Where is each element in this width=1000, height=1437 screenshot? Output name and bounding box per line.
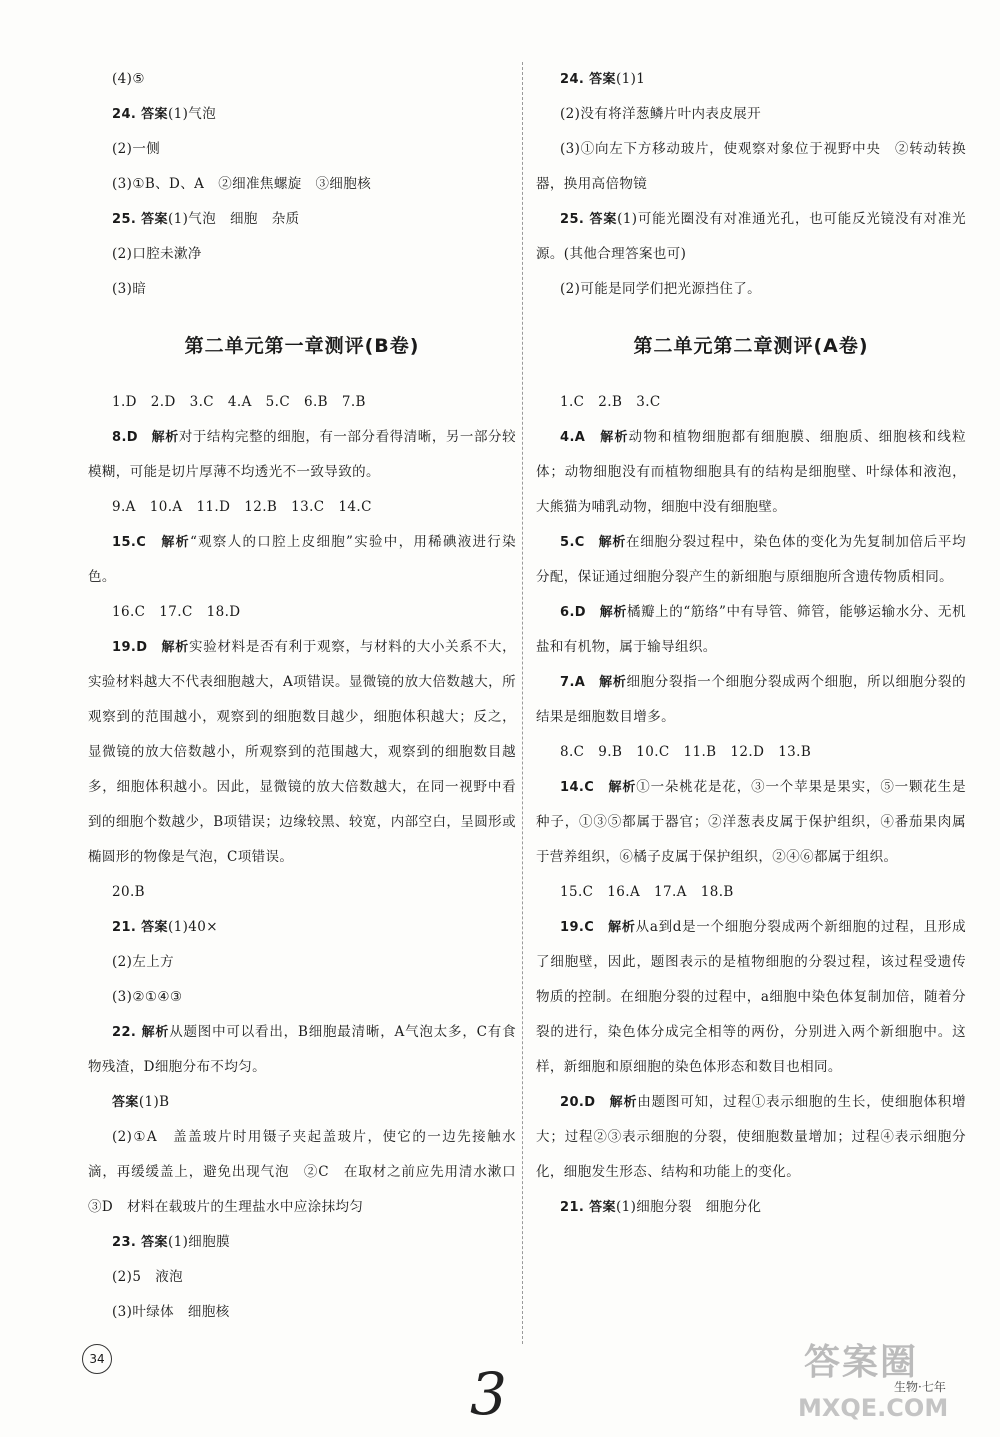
answer-line	[536, 272, 966, 307]
answer-line	[88, 167, 516, 202]
answer-text: 从题图中可以看出，B细胞最清晰，A气泡太多，C有食物残渣，D细胞分布不均匀。	[88, 1024, 516, 1075]
answer-text: 9.A 10.A 11.D 12.B 13.C 14.C	[112, 499, 372, 515]
answer-text: (2)5 液泡	[112, 1269, 184, 1285]
answer-text: 15.C 16.A 17.A 18.B	[560, 884, 734, 900]
answer-label: 答案	[112, 1095, 139, 1110]
answer-line	[88, 1085, 516, 1120]
answer-line	[536, 1085, 966, 1190]
answer-label: 8.D 解析	[112, 430, 179, 445]
answer-label: 6.D 解析	[560, 605, 627, 620]
answer-line	[536, 62, 966, 97]
answer-text: 橘瓣上的“筋络”中有导管、筛管，能够运输水分、无机盐和有机物，属于输导组织。	[536, 604, 966, 655]
answer-label: 24. 答案	[560, 72, 616, 87]
answer-text: (1)1	[615, 71, 646, 87]
answer-label: 23. 答案	[112, 1235, 168, 1250]
answer-line	[88, 630, 516, 875]
answer-text: 从a到d是一个细胞分裂成两个新细胞的过程，且形成了细胞壁，因此，题图表示的是植物细胞的分裂过程，该过程受遗传物质的控制。在细胞分裂的过程中，a细胞中染色体复制加倍，随着分裂的进行，染色体分成完全相等的两份，分别进入两个新细胞中。这样，新细胞和原细胞的染色体形态和数目也相同。	[536, 919, 966, 1075]
answer-text: 20.B	[112, 884, 145, 900]
answer-text: (2)口腔未漱净	[112, 246, 202, 262]
answer-label: 25. 答案	[560, 212, 618, 227]
page-number: 34	[82, 1344, 112, 1374]
answer-line	[536, 97, 966, 132]
answer-text: (1)B	[138, 1094, 170, 1110]
answer-text: 1.D 2.D 3.C 4.A 5.C 6.B 7.B	[112, 394, 366, 410]
answer-label: 22. 解析	[112, 1025, 170, 1040]
right-column	[536, 62, 966, 1225]
answer-line	[88, 1120, 530, 1225]
answer-text: 细胞分裂指一个细胞分裂成两个细胞，所以细胞分裂的结果是细胞数目增多。	[536, 674, 966, 725]
answer-line	[88, 385, 516, 420]
answer-text: (2)可能是同学们把光源挡住了。	[560, 281, 762, 297]
answer-text: (2)一侧	[112, 141, 161, 157]
answer-line	[88, 1260, 516, 1295]
answer-text: 由题图可知，过程①表示细胞的生长，使细胞体积增大；过程②③表示细胞的分裂，使细胞数量增加；过程④表示细胞分化，细胞发生形态、结构和功能上的变化。	[536, 1094, 966, 1180]
answer-line	[536, 202, 966, 272]
watermark	[798, 1334, 988, 1430]
answer-text: (1)细胞膜	[167, 1234, 230, 1250]
answer-label: 7.A 解析	[560, 675, 627, 690]
answer-text: (3)叶绿体 细胞核	[112, 1304, 230, 1320]
answer-line	[88, 1295, 516, 1330]
answer-text: ①一朵桃花是花，③一个苹果是果实，⑤一颗花生是种子，①③⑤都属于器官；②洋葱表皮属于保护组织，④番茄果肉属于营养组织，⑥橘子皮属于保护组织，②④⑥都属于组织。	[536, 779, 967, 865]
answer-line	[88, 272, 516, 307]
answer-text: 实验材料是否有利于观察，与材料的大小关系不大，实验材料越大不代表细胞越大，A项错误。显微镜的放大倍数越大，所观察到的范围越小，观察到的细胞数目越少，细胞体积越大；反之，显微镜的放大倍数越小，所观察到的范围越大，观察到的细胞数目越多，细胞体积越小。因此，显微镜的放大倍数越大，在同一视野中看到的细胞个数越少，B项错误；边缘较黑、较宽，内部空白，呈圆形或椭圆形的物像是气泡，C项错误。	[88, 639, 517, 865]
answer-text: (1)40×	[167, 919, 218, 935]
section-title: 第二单元第二章测评(A卷)	[633, 335, 869, 357]
answer-label: 5.C 解析	[560, 535, 627, 550]
answer-line	[88, 595, 516, 630]
answer-label: 4.A 解析	[560, 430, 629, 445]
answer-text: (4)⑤	[112, 71, 145, 87]
answer-line	[88, 420, 516, 490]
answer-line	[88, 97, 516, 132]
answer-line	[536, 735, 966, 770]
answer-label: 25. 答案	[112, 212, 168, 227]
answer-line	[88, 132, 516, 167]
answer-line	[536, 525, 966, 595]
handwritten-mark: 3	[470, 1360, 507, 1428]
answer-text: 16.C 17.C 18.D	[112, 604, 241, 620]
answer-label: 20.D 解析	[560, 1095, 638, 1110]
answer-text: (3)②①④③	[112, 989, 183, 1005]
answer-label: 21. 答案	[560, 1200, 616, 1215]
answer-line	[88, 1015, 516, 1085]
answer-text: (2)没有将洋葱鳞片叶内表皮展开	[560, 106, 762, 122]
answer-label: 14.C 解析	[560, 780, 637, 795]
answer-line	[536, 770, 966, 875]
answer-line	[536, 665, 966, 735]
section-title: 第二单元第一章测评(B卷)	[184, 335, 420, 357]
left-column	[88, 62, 530, 1330]
answer-label: 19.D 解析	[112, 640, 189, 655]
answer-label: 19.C 解析	[560, 920, 636, 935]
answer-line	[88, 875, 516, 910]
answer-text: 8.C 9.B 10.C 11.B 12.D 13.B	[560, 744, 812, 760]
answer-text: 动物和植物细胞都有细胞膜、细胞质、细胞核和线粒体；动物细胞没有而植物细胞具有的结构是细胞壁、叶绿体和液泡，大熊猫为哺乳动物，细胞中没有细胞壁。	[536, 429, 966, 515]
answer-text: (1)气泡 细胞 杂质	[167, 211, 300, 227]
column-divider	[522, 62, 523, 1344]
answer-text: (2)①A 盖盖玻片时用镊子夹起盖玻片，使它的一边先接触水滴，再缓缓盖上，避免出现气泡 ②C 在取材之前应先用清水漱口 ③D 材料在载玻片的生理盐水中应涂抹均匀	[88, 1129, 530, 1215]
answer-text: (3)①B、D、A ②细准焦螺旋 ③细胞核	[112, 176, 372, 192]
answer-text: 对于结构完整的细胞，有一部分看得清晰，另一部分较模糊，可能是切片厚薄不均透光不一致导致的。	[88, 429, 516, 480]
answer-label: 15.C 解析	[112, 535, 190, 550]
watermark-url: MXQE.COM	[798, 1394, 949, 1422]
answer-line	[88, 525, 516, 595]
answer-line	[88, 910, 516, 945]
answer-line	[88, 202, 516, 237]
answer-text: (1)气泡	[167, 106, 217, 122]
answer-label: 21. 答案	[112, 920, 168, 935]
answer-line	[88, 62, 516, 97]
answer-line	[88, 237, 516, 272]
answer-text: (1)细胞分裂 细胞分化	[615, 1199, 762, 1215]
answer-line	[88, 490, 516, 525]
answer-line	[536, 132, 966, 202]
answer-text: (3)①向左下方移动玻片，使观察对象位于视野中央 ②转动转换器，换用高倍物镜	[536, 141, 966, 192]
answer-text: “观察人的口腔上皮细胞”实验中，用稀碘液进行染色。	[88, 534, 516, 585]
answer-text: (3)暗	[112, 281, 147, 297]
answer-line	[536, 420, 966, 525]
answer-line	[536, 1190, 966, 1225]
subject-tag: 生物·七年	[894, 1380, 946, 1394]
answer-text: 在细胞分裂过程中，染色体的变化为先复制加倍后平均分配，保证通过细胞分裂产生的新细胞与原细胞所含遗传物质相同。	[536, 534, 966, 585]
answer-line	[88, 1225, 516, 1260]
answer-label: 24. 答案	[112, 107, 168, 122]
answer-line	[536, 385, 966, 420]
answer-line	[536, 910, 966, 1085]
answer-line	[536, 595, 966, 665]
watermark-logo: 答案圈	[804, 1342, 919, 1383]
answer-line	[88, 980, 516, 1015]
answer-text: 1.C 2.B 3.C	[560, 394, 661, 410]
answer-text: (1)可能光圈没有对准通光孔，也可能反光镜没有对准光源。(其他合理答案也可)	[536, 211, 966, 262]
answer-line	[88, 945, 516, 980]
answer-line	[536, 875, 966, 910]
answer-text: (2)左上方	[112, 954, 175, 970]
